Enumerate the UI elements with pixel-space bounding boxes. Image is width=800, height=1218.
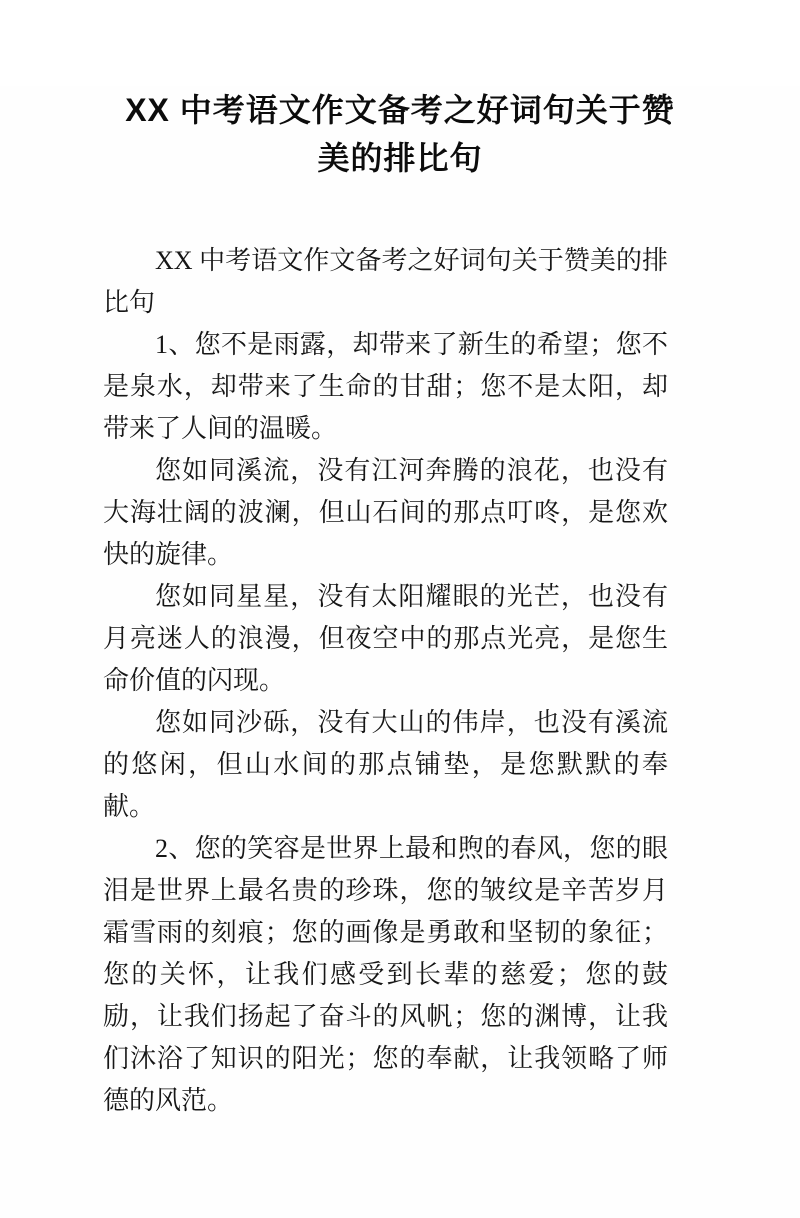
paragraph-item-1-stream: 您如同溪流，没有江河奔腾的浪花，也没有大海壮阔的波澜，但山石间的那点叮咚，是您欢快的旋律。 [103, 456, 668, 569]
paragraph-item-1-gravel: 您如同沙砾，没有大山的伟岸，也没有溪流的悠闲，但山水间的那点铺垫，是您默默的奉献。 [103, 708, 668, 821]
title-line-2: 美的排比句 [317, 140, 483, 176]
document-page [0, 86, 800, 1218]
document-body [103, 240, 668, 1122]
title-line-1: XX 中考语文作文备考之好词句关于赞 [125, 92, 675, 128]
paragraph-item-2: 2、您的笑容是世界上最和煦的春风，您的眼泪是世界上最名贵的珍珠，您的皱纹是辛苦岁月霜雪雨的刻痕；您的画像是勇敢和坚韧的象征；您的关怀，让我们感受到长辈的慈爱；您的鼓励，让我们扬起了奋斗的风帆；您的渊博，让我们沐浴了知识的阳光；您的奉献，让我领略了师德的风范。 [103, 834, 668, 1115]
document-title [68, 86, 732, 182]
paragraph-item-1-star: 您如同星星，没有太阳耀眼的光芒，也没有月亮迷人的浪漫，但夜空中的那点光亮，是您生命价值的闪现。 [103, 582, 668, 695]
paragraph-item-1: 1、您不是雨露，却带来了新生的希望；您不是泉水，却带来了生命的甘甜；您不是太阳，却带来了人间的温暖。 [103, 330, 668, 443]
paragraph-subtitle: XX 中考语文作文备考之好词句关于赞美的排比句 [103, 246, 668, 317]
